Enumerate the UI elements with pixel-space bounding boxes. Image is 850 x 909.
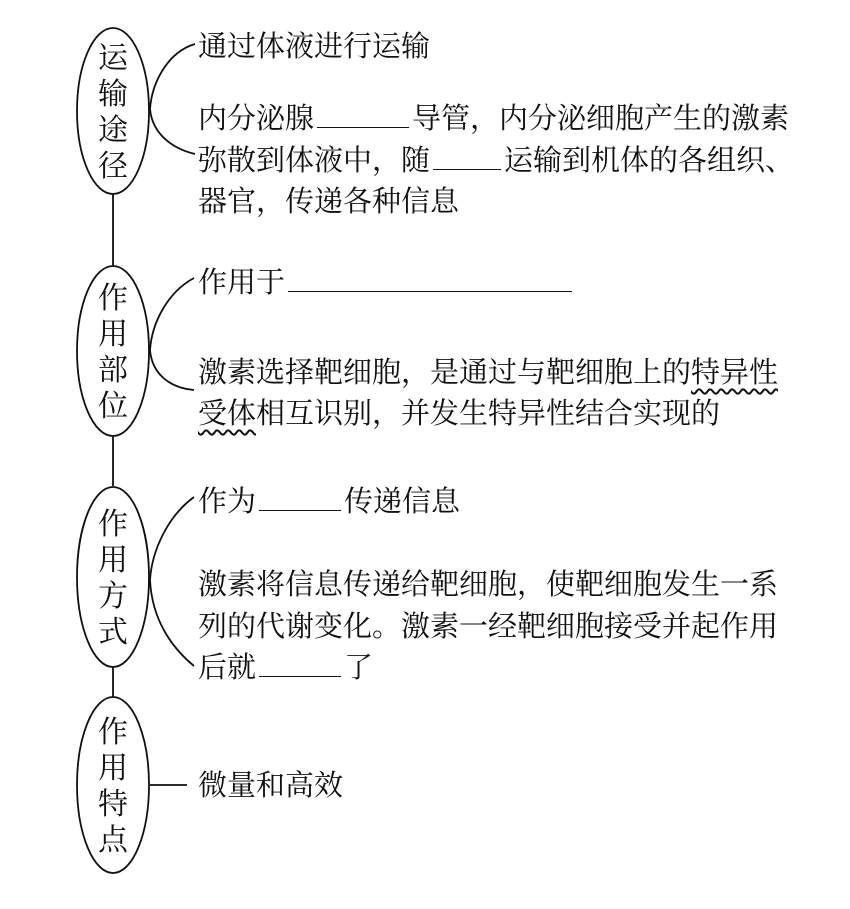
node-label-transport: 运输途径 [98, 41, 128, 184]
blank-transport-medium [433, 168, 501, 170]
site-summary [198, 264, 575, 300]
blank-target [288, 290, 572, 292]
feature-summary: 微量和高效 [198, 768, 344, 802]
mode-text-line-3 [198, 649, 373, 685]
site-p3a-emphasis: 受体 [198, 396, 257, 430]
mode-text-line-2: 列的代谢变化。激素一经靶细胞接受并起作用 [198, 609, 779, 643]
bracket-mode [150, 497, 194, 666]
transport-text-line-1 [198, 100, 789, 136]
mode-summary [198, 483, 460, 519]
site-p3b: 相互识别，并发生特异性结合实现的 [256, 396, 721, 430]
site-text-line-1 [198, 354, 778, 390]
transport-text-line-2 [198, 142, 794, 178]
mode-text-line-1: 激素将信息传递给靶细胞，使靶细胞发生一系 [198, 567, 779, 601]
transport-p2b: 导管，内分泌细胞产生的激素 [412, 101, 790, 135]
transport-summary: 通过体液进行运输 [198, 29, 431, 63]
mode-p4a: 后就 [198, 650, 257, 684]
site-line1: 作用于 [198, 265, 286, 299]
mode-l1b: 传递信息 [344, 484, 461, 518]
node-label-feature: 作用特点 [98, 715, 128, 858]
bracket-transport [150, 44, 195, 154]
site-p2a: 激素选择靶细胞，是通过与靶细胞上的 [198, 355, 692, 389]
site-text-line-2 [198, 395, 720, 431]
transport-p2a: 内分泌腺 [198, 101, 315, 135]
site-p2b-emphasis: 特异性 [691, 355, 779, 389]
blank-gland-duct [317, 126, 409, 128]
transport-p3a: 弥散到体液中，随 [198, 143, 431, 177]
transport-p3b: 运输到机体的各组织、 [504, 143, 795, 177]
blank-inactivated [259, 675, 341, 677]
node-label-site: 作用部位 [98, 281, 128, 424]
mode-p4b: 了 [344, 650, 374, 684]
mode-l1a: 作为 [198, 484, 257, 518]
node-label-mode: 作用方式 [98, 507, 128, 650]
blank-messenger [259, 509, 341, 511]
transport-text-line-3: 器官，传递各种信息 [198, 184, 460, 218]
bracket-site [150, 278, 194, 390]
